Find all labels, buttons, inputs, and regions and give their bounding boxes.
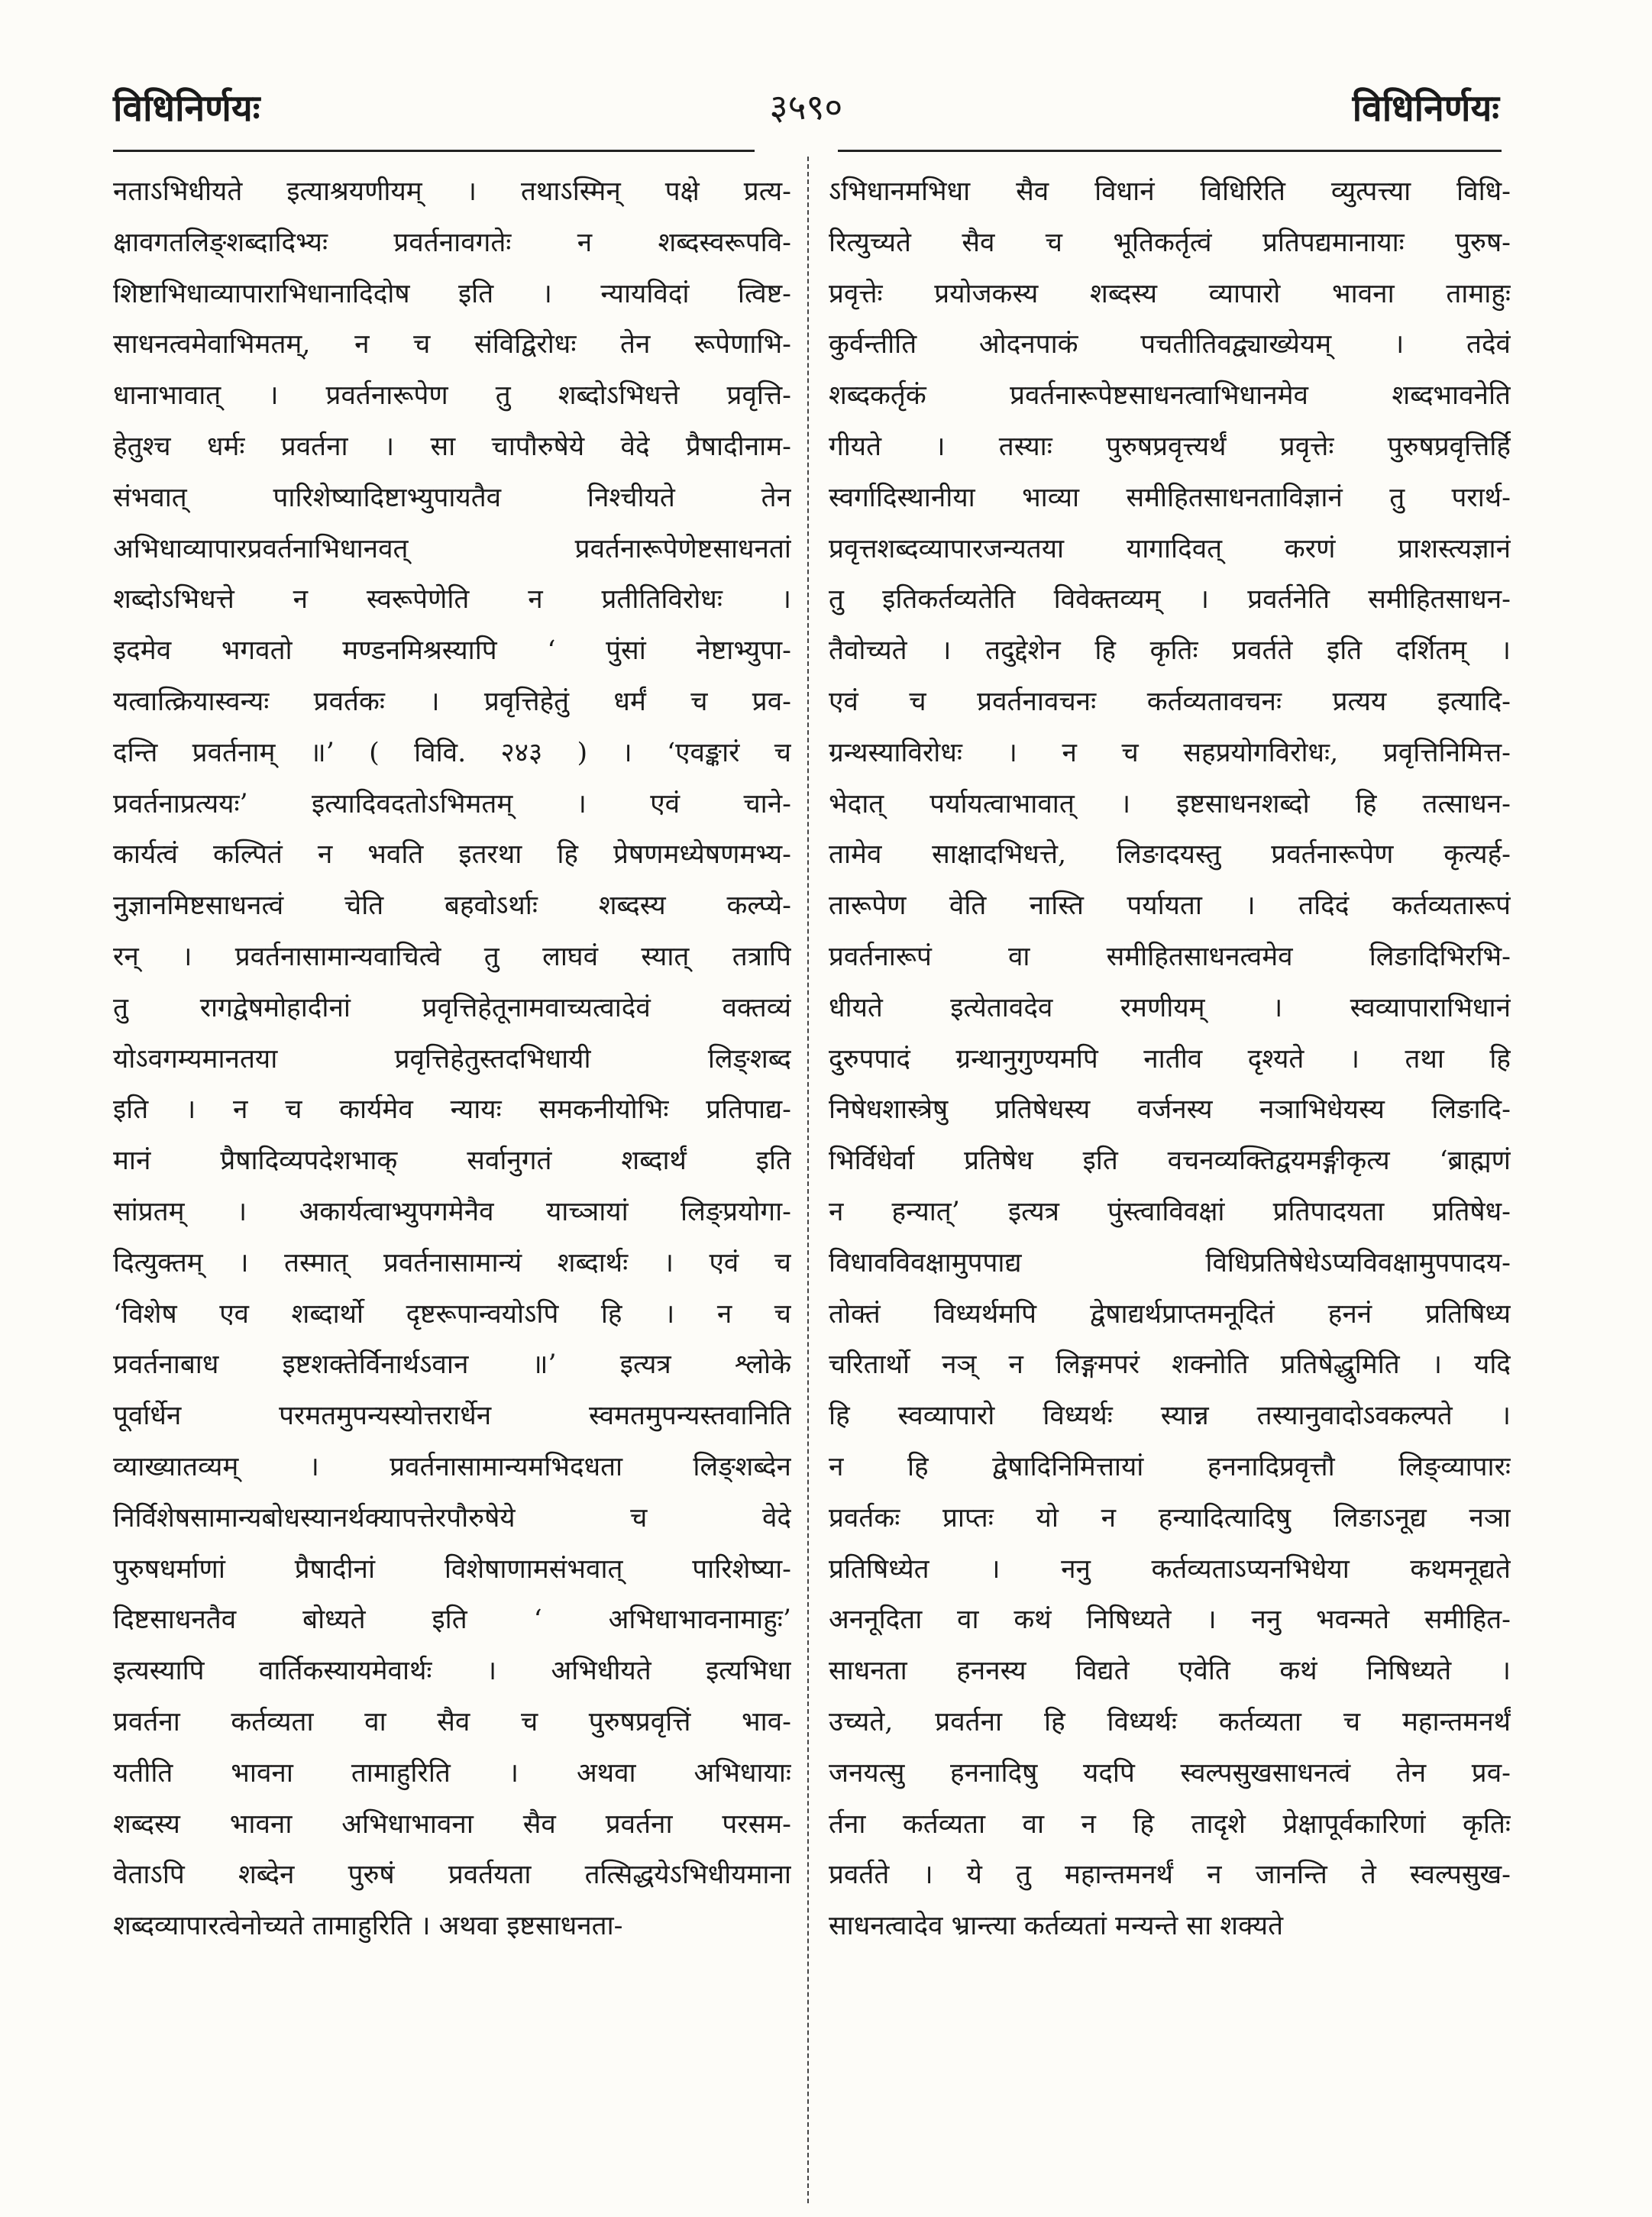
text-line: भिर्विधेर्वा प्रतिषेध इति वचनव्यक्तिद्वयमङ्गीकृत्य ‘ब्राह्मणं — [829, 1146, 1511, 1177]
text-line: योऽवगम्यमानतया प्रवृत्तिहेतुस्तदभिधायी लिङ्शब्द — [113, 1043, 791, 1075]
text-line: दिष्टसाधनतैव बोध्यते इति ‘ अभिधाभावनामाहुः’ — [113, 1605, 791, 1636]
text-line: न हन्यात्’ इत्यत्र पुंस्त्वाविवक्षां प्रतिपादयता प्रतिषेध- — [829, 1196, 1511, 1227]
text-line: प्रवर्तते । ये तु महान्तमनर्थं न जानन्ति ते स्वल्पसुख- — [829, 1860, 1511, 1891]
header-rule-right — [838, 150, 1502, 152]
text-line: अननूदिता वा कथं निषिध्यते । ननु भवन्मते समीहित- — [829, 1605, 1511, 1636]
text-line: यत्वात्क्रियास्वन्यः प्रवर्तकः । प्रवृत्तिहेतुं धर्मं च प्रव- — [113, 686, 791, 717]
text-line: धानाभावात् । प्रवर्तनारूपेण तु शब्दोऽभिधत्ते प्रवृत्ति- — [113, 380, 791, 412]
text-line: शब्दोऽभिधत्ते न स्वरूपेणेति न प्रतीतिविरोधः । — [113, 584, 791, 616]
text-line: संभवात् पारिशेष्यादिष्टाभ्युपायतैव निश्चीयते तेन — [113, 482, 791, 513]
text-line: व्याख्यातव्यम् । प्रवर्तनासामान्यमभिदधता लिङ्शब्देन — [113, 1451, 791, 1482]
text-line: अभिधाव्यापारप्रवर्तनाभिधानवत् प्रवर्तनारूपेणेष्टसाधनतां — [113, 533, 791, 564]
text-line: इदमेव भगवतो मण्डनमिश्रस्यापि ‘ पुंसां नेष्टाभ्युपा- — [113, 635, 791, 667]
text-line: साधनत्वमेवाभिमतम्, न च संविद्विरोधः तेन रूपेणाभि- — [113, 329, 791, 360]
text-line: शिष्टाभिधाव्यापाराभिधानादिदोष इति । न्यायविदां त्विष्ट- — [113, 278, 791, 309]
running-title-right: विधिनिर्णयः — [1352, 87, 1499, 130]
left-column — [113, 166, 791, 2198]
page-header — [113, 82, 1499, 136]
column-divider — [807, 157, 809, 2203]
text-line: प्रवृत्तशब्दव्यापारजन्यतया यागादिवत् करणं प्राशस्त्यज्ञानं — [829, 533, 1511, 564]
text-line: ऽभिधानमभिधा सैव विधानं विधिरिति व्युत्पत्त्या विधि- — [829, 176, 1511, 207]
text-line: कार्यत्वं कल्पितं न भवति इतरथा हि प्रेषणमध्येषणमभ्य- — [113, 839, 791, 871]
text-line: साधनत्वादेव भ्रान्त्या कर्तव्यतां मन्यन्ते सा शक्यते — [829, 1911, 1284, 1942]
text-line: जनयत्सु हननादिषु यदपि स्वल्पसुखसाधनत्वं तेन प्रव- — [829, 1757, 1511, 1789]
text-line: वेताऽपि शब्देन पुरुषं प्रवर्तयता तत्सिद्धयेऽभिधीयमाना — [113, 1860, 791, 1891]
text-line: ग्रन्थस्याविरोधः । न च सहप्रयोगविरोधः, प्रवृत्तिनिमित्त- — [829, 737, 1511, 768]
text-line: प्रतिषिध्येत । ननु कर्तव्यताऽप्यनभिधेया कथमनूद्यते — [829, 1553, 1511, 1585]
text-line: एवं च प्रवर्तनावचनः कर्तव्यतावचनः प्रत्यय इत्यादि- — [829, 686, 1511, 717]
text-line: इत्यस्यापि वार्तिकस्यायमेवार्थः । अभिधीयते इत्यभिधा — [113, 1656, 791, 1687]
text-line: हेतुश्च धर्मः प्रवर्तना । सा चापौरुषेये वेदे प्रैषादीनाम- — [113, 431, 791, 462]
text-line: नुज्ञानमिष्टसाधनत्वं चेति बहवोऽर्थाः शब्दस्य कल्प्ये- — [113, 890, 791, 922]
text-line: यतीति भावना तामाहुरिति । अथवा अभिधायाः — [113, 1757, 791, 1789]
text-line: धीयते इत्येतावदेव रमणीयम् । स्वव्यापाराभिधानं — [829, 992, 1511, 1023]
text-line: तैवोच्यते । तदुद्देशेन हि कृतिः प्रवर्तते इति दर्शितम् । — [829, 635, 1511, 667]
text-line: पूर्वार्धेन परमतमुपन्यस्योत्तरार्धेन स्वमतमुपन्यस्तवानिति — [113, 1401, 791, 1432]
text-line: हि स्वव्यापारो विध्यर्थः स्यान्न तस्यानुवादोऽवकल्पते । — [829, 1401, 1511, 1432]
text-line: प्रवर्तनाप्रत्ययः’ इत्यादिवदतोऽभिमतम् । एवं चाने- — [113, 788, 791, 819]
text-line: साधनता हननस्य विद्यते एवेति कथं निषिध्यते । — [829, 1656, 1511, 1687]
text-line: रित्युच्यते सैव च भूतिकर्तृत्वं प्रतिपद्यमानायाः पुरुष- — [829, 227, 1511, 258]
text-line: प्रवृत्तेः प्रयोजकस्य शब्दस्य व्यापारो भावना तामाहुः — [829, 278, 1511, 309]
text-line: तु इतिकर्तव्यतेति विवेक्तव्यम् । प्रवर्तनेति समीहितसाधन- — [829, 584, 1511, 616]
text-line: शब्दव्यापारत्वेनोच्यते तामाहुरिति । अथवा इष्टसाधनता- — [113, 1911, 623, 1942]
text-line: रन् । प्रवर्तनासामान्यवाचित्वे तु लाघवं स्यात् तत्रापि — [113, 941, 791, 972]
text-line: स्वर्गादिस्थानीया भाव्या समीहितसाधनताविज्ञानं तु परार्थ- — [829, 482, 1511, 513]
text-line: तारूपेण वेति नास्ति पर्यायता । तदिदं कर्तव्यतारूपं — [829, 890, 1511, 922]
text-line: र्तना कर्तव्यता वा न हि तादृशे प्रेक्षापूर्वकारिणां कृतिः — [829, 1808, 1511, 1840]
text-line: मानं प्रैषादिव्यपदेशभाक् सर्वानुगतं शब्दार्थं इति — [113, 1146, 791, 1177]
text-line: सांप्रतम् । अकार्यत्वाभ्युपगमेनैव याच्ञायां लिङ्प्रयोगा- — [113, 1196, 791, 1227]
text-line: निषेधशास्त्रेषु प्रतिषेधस्य वर्जनस्य नञाभिधेयस्य लिङादि- — [829, 1094, 1511, 1126]
text-line: तोक्तं विध्यर्थमपि द्वेषाद्यर्थप्राप्तमनूदितं हननं प्रतिषिध्य — [829, 1298, 1511, 1330]
text-line: विधावविवक्षामुपपाद्य विधिप्रतिषेधेऽप्यविवक्षामुपपादय- — [829, 1247, 1511, 1278]
text-line: चरितार्थो नञ् न लिङ्गमपरं शक्नोति प्रतिषेद्धुमिति । यदि — [829, 1349, 1511, 1381]
text-line: कुर्वन्तीति ओदनपाकं पचतीतिवद्व्याख्येयम् । तदेवं — [829, 329, 1511, 360]
text-line: उच्यते, प्रवर्तना हि विध्यर्थः कर्तव्यता च महान्तमनर्थं — [829, 1706, 1511, 1737]
running-title-left: विधिनिर्णयः — [113, 87, 260, 130]
text-line: पुरुषधर्माणां प्रैषादीनां विशेषाणामसंभवात् पारिशेष्या- — [113, 1553, 791, 1585]
text-line: तामेव साक्षादभिधत्ते, लिङादयस्तु प्रवर्तनारूपेण कृत्यर्ह- — [829, 839, 1511, 871]
text-line: न हि द्वेषादिनिमित्तायां हननादिप्रवृत्तौ लिङ्व्यापारः — [829, 1451, 1511, 1482]
text-line: ‘विशेष एव शब्दार्थो दृष्टरूपान्वयोऽपि हि । न च — [113, 1298, 791, 1330]
text-line: शब्दकर्तृकं प्रवर्तनारूपेष्टसाधनत्वाभिधानमेव शब्दभावनेति — [829, 380, 1511, 412]
text-line: नताऽभिधीयते इत्याश्रयणीयम् । तथाऽस्मिन् पक्षे प्रत्य- — [113, 176, 791, 207]
text-line: निर्विशेषसामान्यबोधस्यानर्थक्यापत्तेरपौरुषेये च वेदे — [113, 1502, 791, 1533]
page-number: ३५९० — [769, 86, 843, 128]
text-line: तु रागद्वेषमोहादीनां प्रवृत्तिहेतूनामवाच्यत्वादेवं वक्तव्यं — [113, 992, 791, 1023]
text-line: प्रवर्तकः प्राप्तः यो न हन्यादित्यादिषु लिङाऽनूद्य नञा — [829, 1502, 1511, 1533]
text-line: प्रवर्तनाबाध इष्टशक्तेर्विनार्थऽवान ॥’ इत्यत्र श्लोके — [113, 1349, 791, 1381]
header-rule-left — [113, 150, 755, 152]
text-line: शब्दस्य भावना अभिधाभावना सैव प्रवर्तना परसम- — [113, 1808, 791, 1840]
text-line: दुरुपपादं ग्रन्थानुगुण्यमपि नातीव दृश्यते । तथा हि — [829, 1043, 1511, 1075]
text-line: इति । न च कार्यमेव न्यायः समकनीयोभिः प्रतिपाद्य- — [113, 1094, 791, 1126]
text-line: प्रवर्तनारूपं वा समीहितसाधनत्वमेव लिङादिभिरभि- — [829, 941, 1511, 972]
text-line: दन्ति प्रवर्तनाम् ॥’ ( विवि. २४३ ) । ‘एवङ्कारं च — [113, 737, 791, 768]
text-line: प्रवर्तना कर्तव्यता वा सैव च पुरुषप्रवृत्तिं भाव- — [113, 1706, 791, 1737]
text-line: क्षावगतलिङ्शब्दादिभ्यः प्रवर्तनावगतेः न शब्दस्वरूपवि- — [113, 227, 791, 258]
text-line: दित्युक्तम् । तस्मात् प्रवर्तनासामान्यं शब्दार्थः । एवं च — [113, 1247, 791, 1278]
text-line: भेदात् पर्यायत्वाभावात् । इष्टसाधनशब्दो हि तत्साधन- — [829, 788, 1511, 819]
text-line: गीयते । तस्याः पुरुषप्रवृत्त्यर्थं प्रवृत्तेः पुरुषप्रवृत्तिर्हि — [829, 431, 1511, 462]
right-column — [829, 166, 1511, 2198]
